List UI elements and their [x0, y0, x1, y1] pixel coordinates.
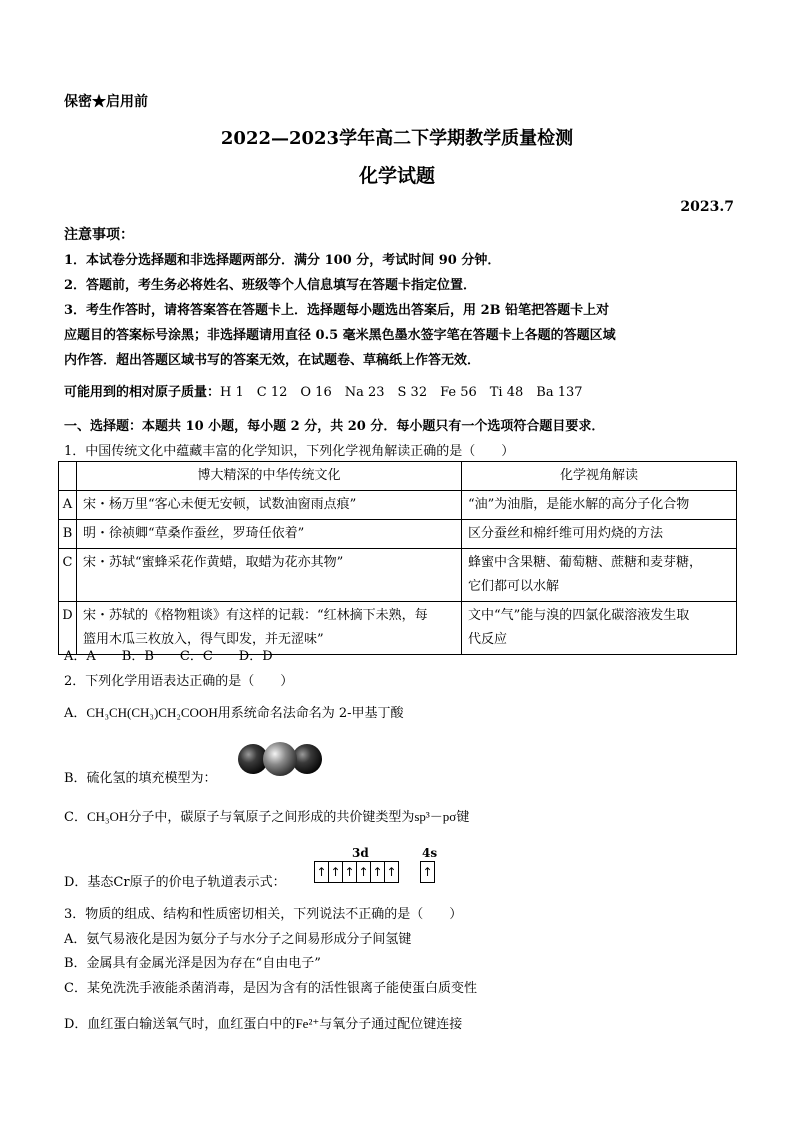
notice-item: 2．答题前，考生务必将姓名、班级等个人信息填写在答题卡指定位置．	[64, 278, 477, 293]
option-text: D．血红蛋白输送氧气时，血红蛋白中的	[64, 1017, 296, 1032]
q2-option-a	[64, 702, 404, 721]
q1-table	[58, 461, 737, 655]
atomic-masses	[64, 381, 583, 400]
notice-item: 应题目的答案标号涂黑；非选择题请用直径 0.5 毫米黑色墨水签字笔在答题卡上各题的答题区域	[64, 328, 616, 343]
row-culture: 宋・杨万里“客心未便无安顿，试数油窗雨点痕”	[77, 491, 462, 520]
q1-options: A．A B．B C．C D．D	[64, 649, 273, 664]
up-arrow-icon: ↑	[386, 865, 397, 879]
sulfur-atom	[263, 742, 297, 776]
table-cell	[59, 462, 77, 491]
notice-item: 1．本试卷分选择题和非选择题两部分．满分 100 分，考试时间 90 分钟．	[64, 253, 501, 268]
q3-option-a: A．氨气易液化是因为氨分子与水分子之间易形成分子间氢键	[64, 932, 412, 947]
atomic-masses-label: 可能用到的相对原子质量：	[64, 385, 221, 400]
row-view-cell	[462, 602, 737, 655]
q3-option-d	[64, 1013, 462, 1032]
up-arrow-icon: ↑	[329, 862, 343, 882]
table-header-culture: 博大精深的中华传统文化	[77, 462, 462, 491]
row-view: 区分蚕丝和棉纤维可用灼烧的方法	[462, 520, 737, 549]
option-prefix: C．	[64, 810, 87, 825]
notice-item: 3．考生作答时，请将答案答在答题卡上．选择题每小题选出答案后，用 2B 铅笔把答题卡上对	[64, 303, 610, 318]
orbital-3d-label: 3d	[352, 846, 369, 860]
h2s-space-filling-model	[237, 741, 323, 777]
option-text: 分子中，碳原子与氧原子之间形成的共价键类型为	[128, 810, 415, 825]
table-row	[59, 491, 737, 520]
row-culture: 宋・苏轼“蜜蜂采花作黄蜡，取蜡为花亦其物”	[77, 549, 462, 602]
up-arrow-icon: ↑	[371, 862, 385, 882]
subject-title: 化学试题	[358, 165, 435, 187]
table-row	[59, 549, 737, 602]
bond-type: sp³－pσ	[414, 809, 457, 824]
q1-stem: 1．中国传统文化中蕴藏丰富的化学知识，下列化学视角解读正确的是（ ）	[64, 444, 515, 459]
exam-title: 2022—2023学年高二下学期教学质量检测	[220, 128, 574, 149]
table-row	[59, 520, 737, 549]
notice-heading: 注意事项：	[64, 227, 134, 243]
q2-stem: 2．下列化学用语表达正确的是（ ）	[64, 674, 294, 689]
section-heading: 一、选择题：本题共 10 小题，每小题 2 分，共 20 分．每小题只有一个选项符合题目要求．	[64, 419, 605, 434]
q3-option-b: B．金属具有金属光泽是因为存在“自由电子”	[64, 956, 321, 971]
row-culture: 宋・苏轼的《格物粗谈》有这样的记载：“红林摘下未熟，每	[83, 608, 428, 623]
table-header-view: 化学视角解读	[462, 462, 737, 491]
formula: CH₃OH	[86, 809, 129, 824]
confidential-mark: 保密★启用前	[64, 94, 148, 110]
q2-option-d: D．基态Cr原子的价电子轨道表示式：	[64, 875, 286, 890]
ion: Fe²⁺	[295, 1016, 320, 1031]
exam-date: 2023.7	[680, 199, 734, 215]
option-text: 用系统命名法命名为 2-甲基丁酸	[217, 706, 404, 721]
q2-option-b: B．硫化氢的填充模型为：	[64, 771, 217, 786]
option-end: 键	[456, 810, 470, 825]
up-arrow-icon: ↑	[343, 862, 357, 882]
q3-stem: 3．物质的组成、结构和性质密切相关，下列说法不正确的是（ ）	[64, 907, 463, 922]
row-view: 蜂蜜中含果糖、葡萄糖、蔗糖和麦芽糖，	[468, 555, 703, 570]
row-label: D	[59, 602, 77, 655]
up-arrow-icon: ↑	[422, 865, 433, 879]
formula: CH₃CH(CH₃)CH₂COOH	[86, 705, 218, 720]
notice-item: 内作答．超出答题区域书写的答案无效，在试题卷、草稿纸上作答无效．	[64, 353, 481, 368]
table-header-row	[59, 462, 737, 491]
q3-option-c: C．某免洗洗手液能杀菌消毒，是因为含有的活性银离子能使蛋白质变性	[64, 981, 477, 996]
row-view-cont: 它们都可以水解	[468, 579, 560, 594]
up-arrow-icon: ↑	[357, 862, 371, 882]
q2-option-c	[64, 806, 469, 825]
orbital-4s-label: 4s	[422, 846, 438, 860]
atomic-masses-values: H 1 C 12 O 16 Na 23 S 32 Fe 56 Ti 48 Ba 137	[220, 385, 583, 400]
option-end: 与氧分子通过配位键连接	[319, 1017, 463, 1032]
orbital-4s-box	[420, 861, 435, 883]
orbital-3d-boxes	[314, 861, 399, 883]
row-label: C	[59, 549, 77, 602]
row-view-cont: 代反应	[468, 632, 508, 647]
row-label: A	[59, 491, 77, 520]
row-culture: 明・徐祯卿“草桑作蚕丝，罗琦任依着”	[77, 520, 462, 549]
option-prefix: A．	[64, 706, 87, 721]
row-view: “油”为油脂，是能水解的高分子化合物	[462, 491, 737, 520]
up-arrow-icon: ↑	[315, 862, 329, 882]
row-culture-cont: 篮用木瓜三枚放入，得气即发，并无涩味”	[83, 632, 324, 647]
row-view: 文中“气”能与溴的四氯化碳溶液发生取	[468, 608, 690, 623]
row-view-cell	[462, 549, 737, 602]
row-label: B	[59, 520, 77, 549]
